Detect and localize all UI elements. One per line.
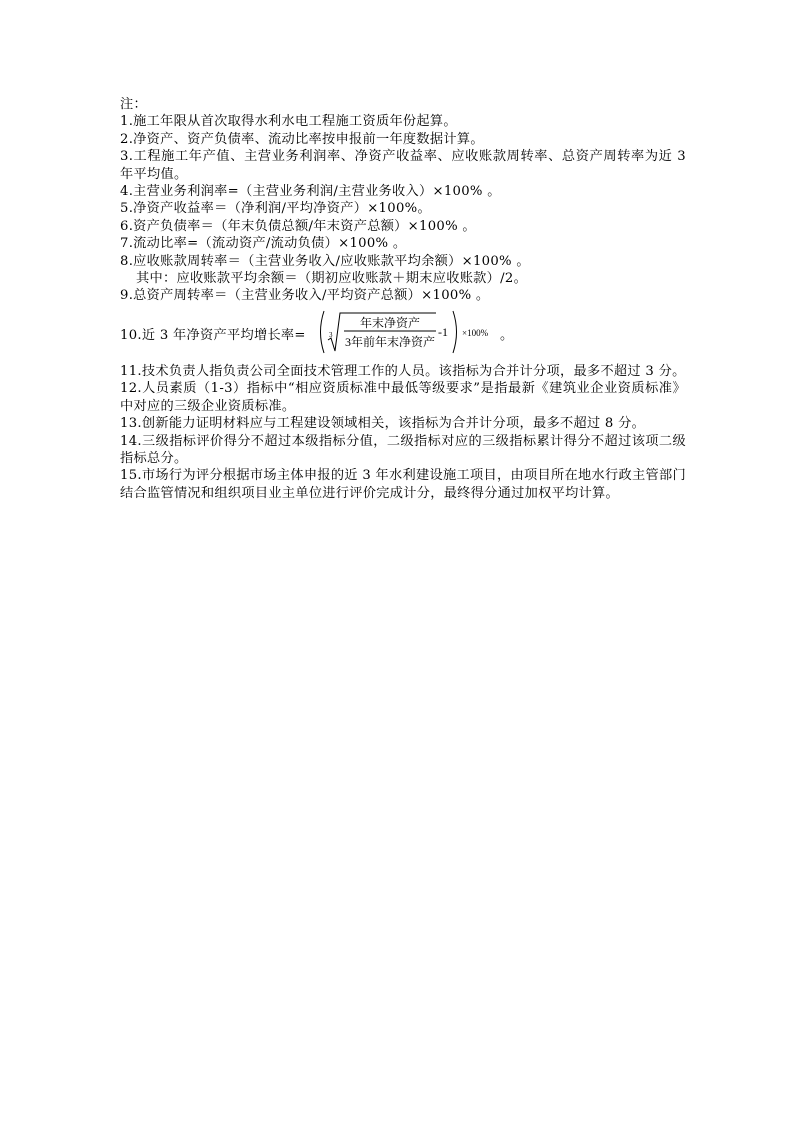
growth-rate-formula [120, 307, 686, 357]
note-item: 4.主营业务利润率=（主营业务利润/主营业务收入）×100% 。 [120, 184, 501, 200]
note-item: 8.应收账款周转率＝（主营业务收入/应收账款平均余额）×100% 。 [120, 253, 530, 269]
note-item: 6.资产负债率＝（年末负债总额/年末资产总额）×100% 。 [120, 218, 476, 234]
note-item: 7.流动比率=（流动资产/流动负债）×100% 。 [120, 236, 407, 252]
formula-graphic [316, 307, 496, 357]
left-paren [321, 311, 325, 353]
note-item: 14.三级指标评价得分不超过本级指标分值，二级指标对应的三级指标累计得分不超过该项二级指标总分。 [120, 433, 686, 466]
note-item: 13.创新能力证明材料应与工程建设领域相关，该指标为合并计分项，最多不超过 8 分。 [120, 416, 646, 432]
notes-page [120, 96, 686, 502]
fraction-denominator: 3年前年末净资产 [344, 334, 436, 349]
times-100-percent: ×100% [462, 327, 489, 338]
root-index: 3 [329, 330, 333, 339]
note-item-sub: 其中：应收账款平均余额＝（期初应收账款＋期末应收账款）/2。 [136, 271, 528, 287]
fraction-numerator: 年末净资产 [359, 315, 421, 330]
note-item: 3.工程施工年产值、主营业务利润率、净资产收益率、应收账款周转率、总资产周转率为近 3 年平均值。 [120, 149, 686, 182]
formula-label: 10.近 3 年净资产平均增长率= [120, 327, 306, 343]
note-item: 1.施工年限从首次取得水利水电工程施工资质年份起算。 [120, 114, 457, 130]
right-paren [453, 311, 457, 353]
note-item: 9.总资产周转率＝（主营业务收入/平均资产总额）×100% 。 [120, 288, 490, 304]
notes-heading: 注： [120, 97, 147, 112]
formula-period: 。 [500, 327, 514, 343]
note-item: 12.人员素质（1-3）指标中“相应资质标准中最低等级要求”是指最新《建筑业企业资质标准》中对应的三级企业资质标准。 [120, 381, 686, 414]
note-item: 15.市场行为评分根据市场主体申报的近 3 年水利建设施工项目，由项目所在地水行政主管部门结合监管情况和组织项目业主单位进行评价完成计分，最终得分通过加权平均计算。 [120, 468, 686, 501]
note-item: 2.净资产、资产负债率、流动比率按申报前一年度数据计算。 [120, 131, 484, 147]
minus-one: -1 [438, 324, 448, 339]
note-item: 5.净资产收益率＝（净利润/平均净资产）×100%。 [120, 201, 431, 217]
note-item: 11.技术负责人指负责公司全面技术管理工作的人员。该指标为合并计分项，最多不超过 3 分。 [120, 363, 686, 379]
